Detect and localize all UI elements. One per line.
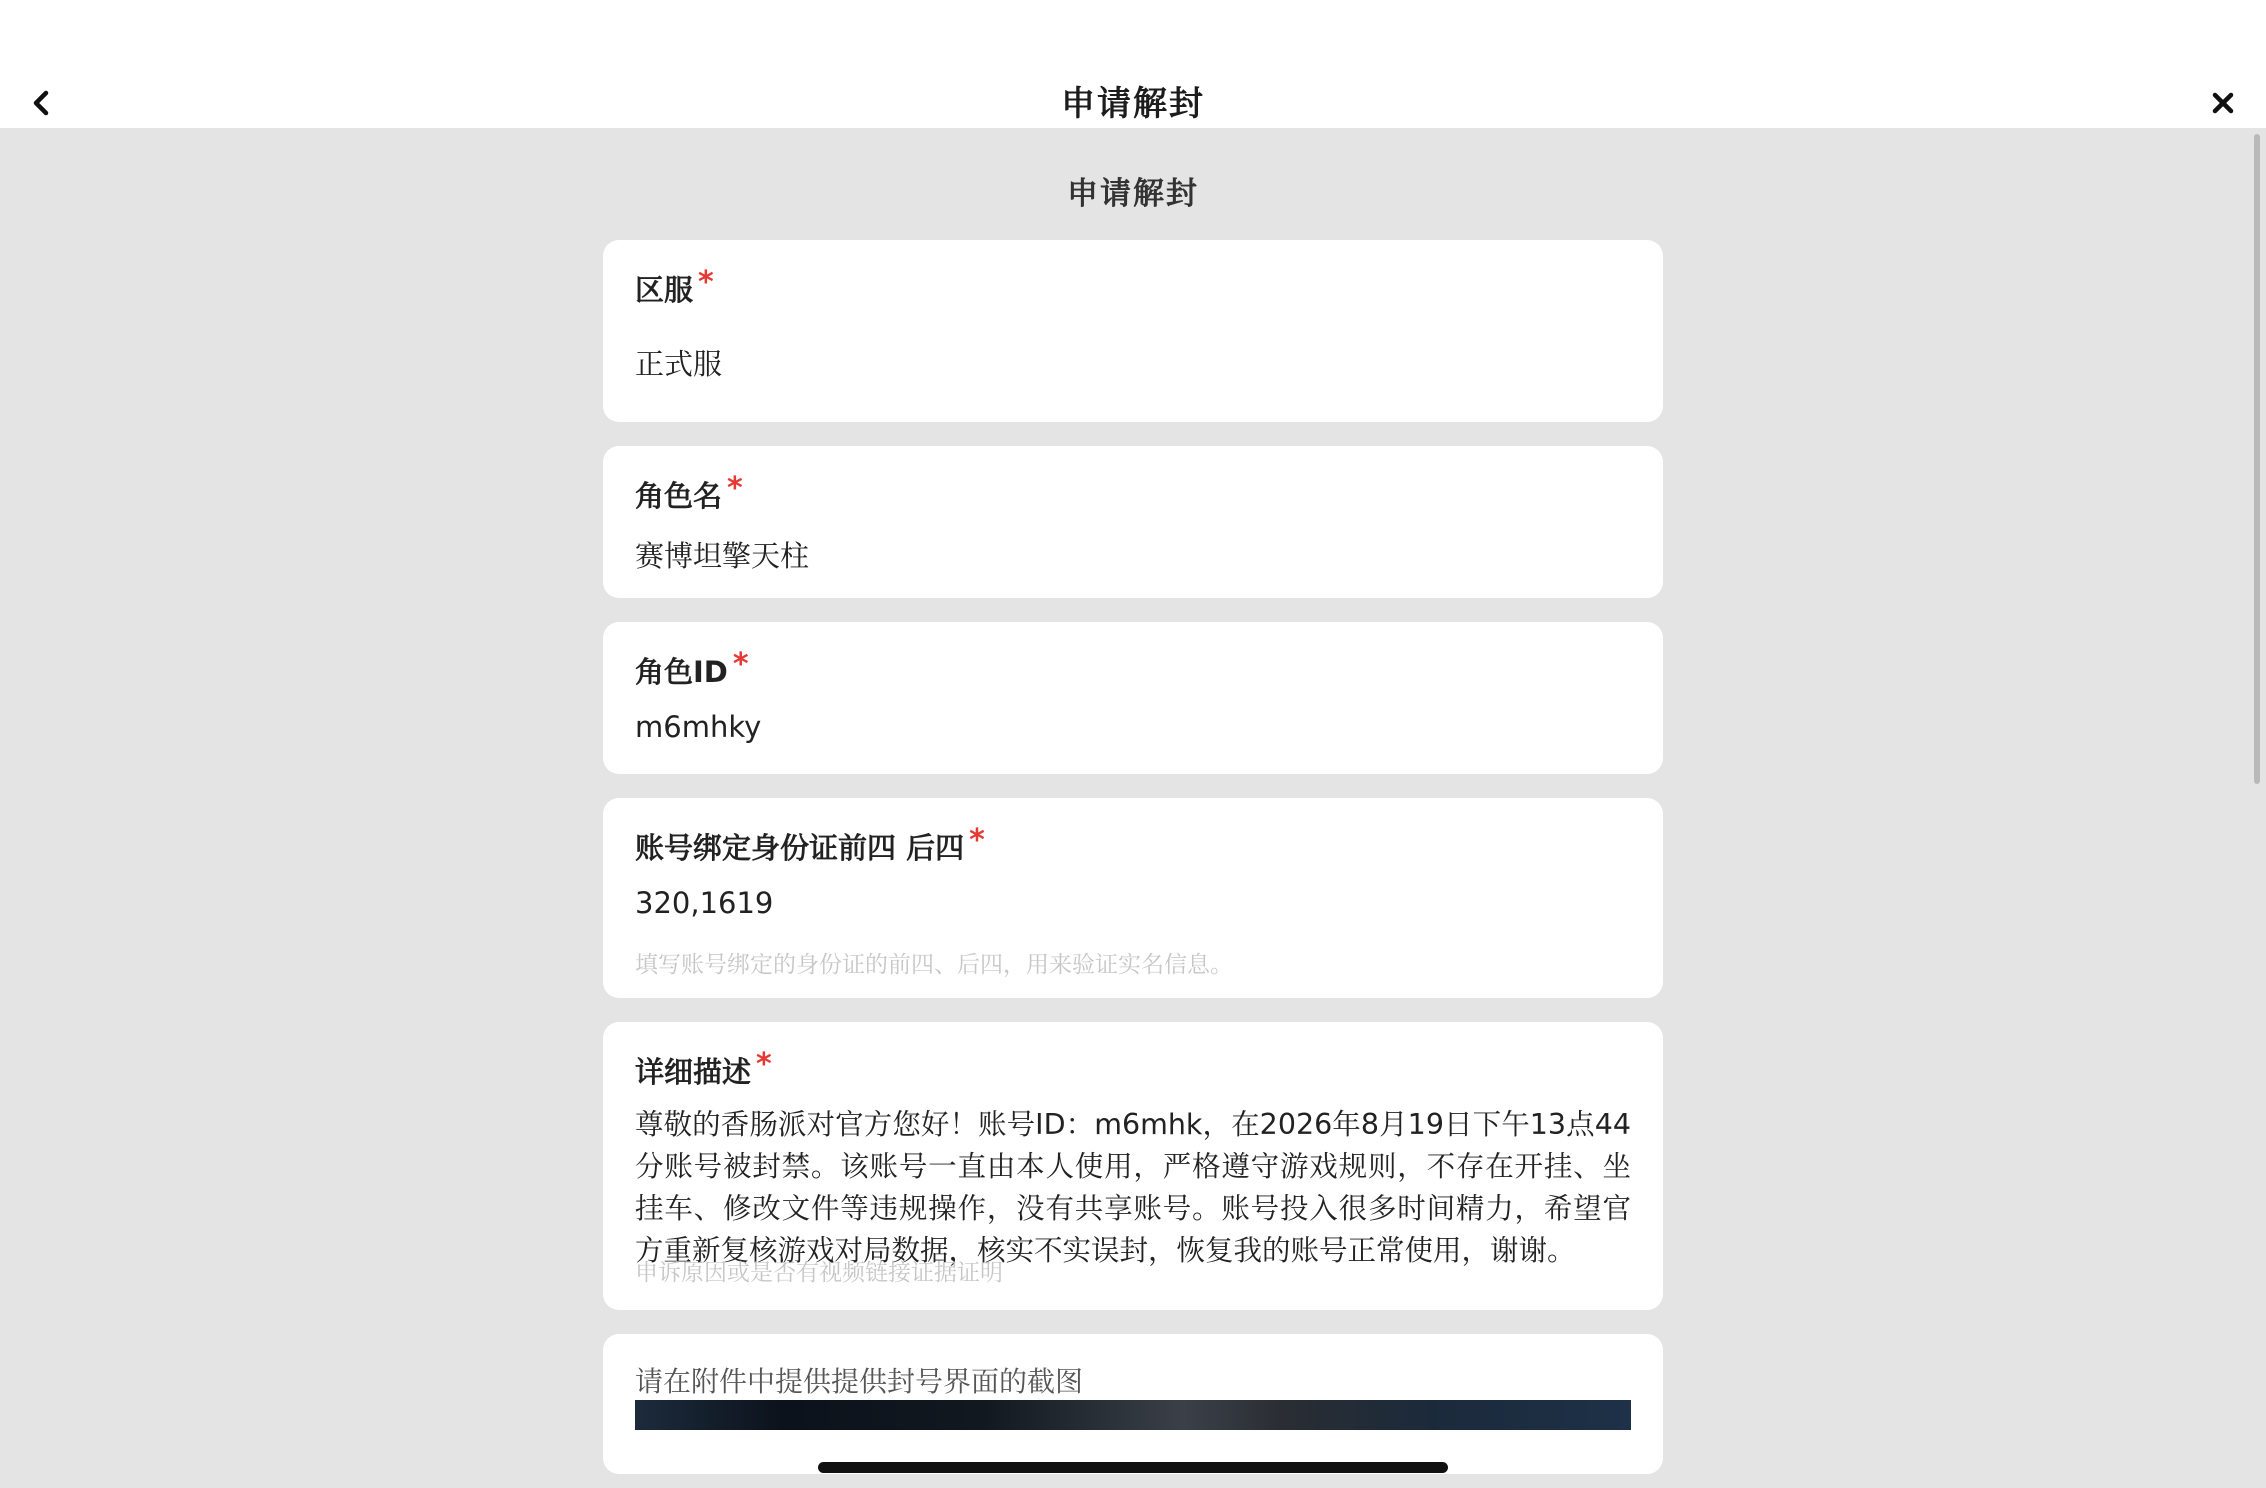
attachment-card[interactable] (603, 1334, 1663, 1474)
required-mark: * (756, 1047, 772, 1082)
description-textarea[interactable]: 尊敬的香肠派对官方您好！账号ID：m6mhk，在2026年8月19日下午13点44分账号被封禁。该账号一直由本人使用，严格遵守游戏规则，不存在开挂、坐挂车、修改文件等违规操作，没有共享账号。账号投入很多时间精力，希望官方重新复核游戏对局数据，核实不实误封，恢复我的账号正常使用，谢谢。 (635, 1108, 1631, 1267)
role-id-label-text: 角色ID (635, 655, 728, 689)
id-card-field-label (635, 823, 985, 867)
required-mark: * (969, 823, 985, 858)
role-name-label-text: 角色名 (635, 479, 723, 513)
required-mark: * (698, 265, 714, 300)
attachment-screenshot-image[interactable] (635, 1400, 1631, 1430)
home-indicator[interactable] (818, 1462, 1448, 1473)
required-mark: * (732, 647, 749, 682)
nav-title: 申请解封 (1061, 84, 1205, 124)
scrollbar[interactable] (2254, 134, 2260, 784)
close-icon (2212, 92, 2234, 114)
server-field-card[interactable] (603, 240, 1663, 422)
server-field-label (635, 265, 714, 309)
server-field-value[interactable]: 正式服 (635, 347, 723, 381)
form-scroll-area[interactable] (0, 128, 2266, 1422)
role-name-input[interactable]: 赛博坦擎天柱 (635, 539, 810, 573)
server-label-text: 区服 (635, 273, 694, 307)
id-card-field-card[interactable] (603, 798, 1663, 998)
description-placeholder: 申诉原因或是否有视频链接证据证明 (635, 1260, 1003, 1286)
id-card-hint: 填写账号绑定的身份证的前四、后四，用来验证实名信息。 (635, 952, 1233, 978)
role-id-input[interactable]: m6mhky (635, 710, 762, 744)
navigation-bar (0, 0, 2266, 128)
role-name-field-label (635, 471, 743, 515)
role-id-field-card[interactable] (603, 622, 1663, 774)
required-mark: * (727, 471, 743, 506)
close-button[interactable] (2202, 84, 2244, 122)
id-card-input[interactable]: 320,1619 (635, 886, 774, 920)
id-card-label-text: 账号绑定身份证前四 后四 (635, 831, 965, 865)
description-field-label (635, 1047, 772, 1091)
description-label-text: 详细描述 (635, 1055, 752, 1089)
attachment-label: 请在附件中提供提供封号界面的截图 (635, 1365, 1084, 1398)
role-id-field-label (635, 647, 749, 691)
role-name-field-card[interactable] (603, 446, 1663, 598)
description-field-card[interactable] (603, 1022, 1663, 1310)
page-heading: 申请解封 (1067, 176, 1199, 212)
